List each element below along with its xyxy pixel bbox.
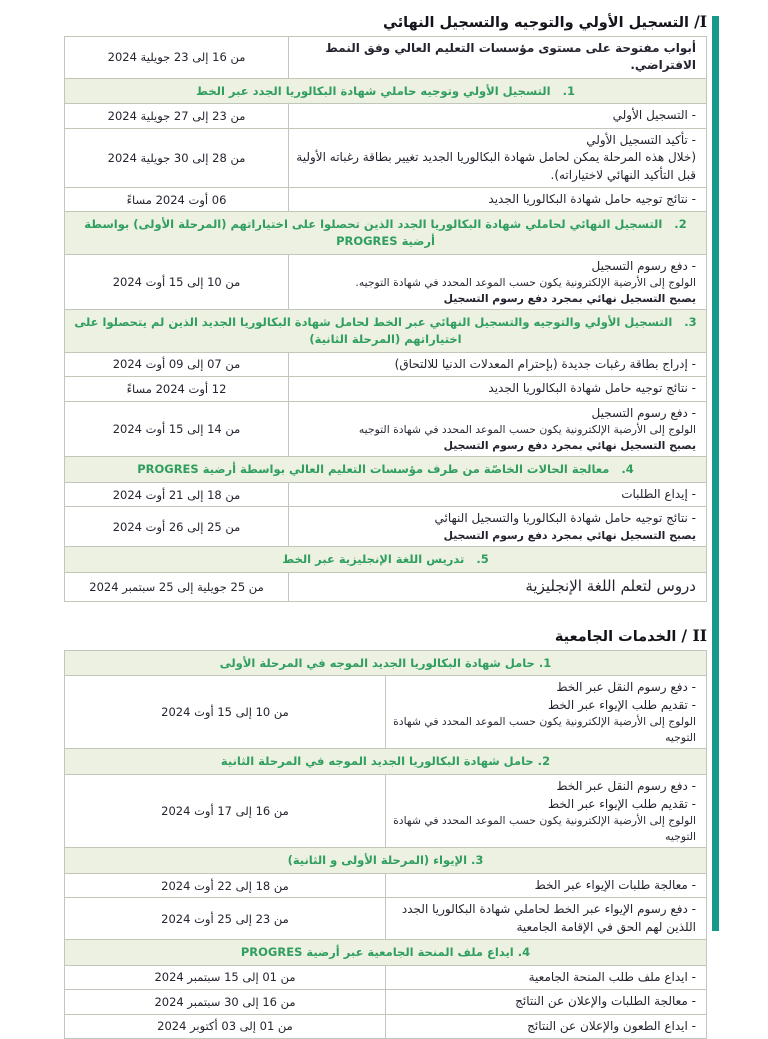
event-description-line: - تقديم طلب الإيواء عبر الخط [548, 697, 696, 712]
table-row [65, 457, 707, 483]
table-section-header: 3. التسجيل الأولي والتوجيه والتسجيل النهائي عبر الخط لحامل شهادة البكالوريا الجديد الذين لم يتحصلوا على اختياراتهم (المرحلة الثانية) [65, 310, 707, 352]
table-row [65, 37, 707, 79]
table-row [65, 940, 707, 966]
event-date: من 16 إلى 23 جويلية 2024 [65, 37, 289, 79]
event-date: من 23 إلى 27 جويلية 2024 [65, 104, 289, 128]
event-description-line: - ايداع الطعون والإعلان عن النتائج [527, 1018, 696, 1033]
event-date: 06 أوت 2024 مساءً [65, 188, 289, 212]
event-description [289, 188, 707, 212]
registration-schedule-table [64, 36, 707, 602]
event-description-line: - دفع رسوم النقل عبر الخط [556, 680, 696, 695]
event-description [289, 377, 707, 401]
table-section-header: 1. حامل شهادة البكالوريا الجديد الموجه في المرحلة الأولى [65, 650, 707, 676]
event-description-line: - تأكيد التسجيل الأولي [586, 132, 696, 147]
event-description-line: - نتائج توجيه حامل شهادة البكالوريا والتسجيل النهائي [434, 511, 696, 526]
section-university-services [64, 626, 707, 1039]
event-description-line: الولوج إلى الأرضية الإلكترونية يكون حسب الموعد المحدد في شهادة التوجيه [358, 422, 696, 436]
event-date: من 07 إلى 09 أوت 2024 [65, 352, 289, 376]
document-content [64, 12, 707, 1039]
event-description [386, 898, 707, 940]
event-date: من 01 إلى 03 أكتوبر 2024 [65, 1014, 386, 1038]
event-description [289, 254, 707, 310]
table-section-header: 4. ايداع ملف المنحة الجامعية عبر أرضية PROGRES [65, 940, 707, 966]
table-row [65, 775, 707, 848]
event-date: من 10 إلى 15 أوت 2024 [65, 254, 289, 310]
event-date: من 25 إلى 26 أوت 2024 [65, 507, 289, 547]
event-description [289, 401, 707, 457]
event-description-line: الولوج إلى الأرضية الإلكترونية يكون حسب الموعد المحدد في شهادة التوجيه. [355, 276, 696, 290]
event-description-line: يصبح التسجيل نهائي بمجرد دفع رسوم التسجيل [443, 528, 696, 542]
event-description-line: الولوج إلى الأرضية الإلكترونية يكون حسب الموعد المحدد في شهادة التوجيه [393, 715, 696, 744]
event-date: من 16 إلى 17 أوت 2024 [65, 775, 386, 848]
event-description [289, 37, 707, 79]
table-section-header: 5. تدريس اللغة الإنجليزية عبر الخط [65, 547, 707, 573]
event-date: من 25 جويلية إلى 25 سبتمبر 2024 [65, 572, 289, 601]
event-description [289, 128, 707, 187]
table-section-header: 1. التسجيل الأولي وتوجيه حاملي شهادة البكالوريا الجدد عبر الخط [65, 78, 707, 104]
section-registration [64, 12, 707, 602]
table-row [65, 547, 707, 573]
event-date: من 16 إلى 30 سبتمبر 2024 [65, 990, 386, 1014]
event-description-line: - نتائج توجيه حامل شهادة البكالوريا الجديد [488, 192, 696, 207]
event-description [386, 676, 707, 749]
event-description [386, 775, 707, 848]
services-schedule-table [64, 650, 707, 1039]
event-description [289, 104, 707, 128]
event-description-line: أبواب مفتوحة على مستوى مؤسسات التعليم العالي وفق النمط الافتراضي. [325, 41, 696, 73]
event-description [386, 1014, 707, 1038]
event-description-line: يصبح التسجيل نهائي بمجرد دفع رسوم التسجيل [443, 291, 696, 305]
event-date: من 10 إلى 15 أوت 2024 [65, 676, 386, 749]
section-2-title [64, 626, 707, 645]
accent-bar [712, 16, 719, 931]
table-section-header: 2. التسجيل النهائي لحاملي شهادة البكالوريا الجدد الذين تحصلوا على اختياراتهم (المرحلة الأولى) بواسطة أرضية PROGRES [65, 212, 707, 254]
event-description-line: - التسجيل الأولي [612, 108, 696, 123]
event-description-line: دروس لتعلم اللغة الإنجليزية [525, 576, 696, 595]
table-row [65, 676, 707, 749]
event-description-line: - دفع رسوم الإيواء عبر الخط لحاملي شهادة البكالوريا الجدد اللذين لهم الحق في الإقامة الجامعية [401, 902, 696, 934]
table-row [65, 401, 707, 457]
event-description-line: الولوج إلى الأرضية الإلكترونية يكون حسب الموعد المحدد في شهادة التوجيه [393, 813, 696, 843]
section-2-title-text: الخدمات الجامعية [554, 628, 677, 645]
section-1-title [64, 12, 707, 31]
table-row [65, 188, 707, 212]
event-description [289, 482, 707, 506]
table-row [65, 310, 707, 352]
event-description [386, 965, 707, 989]
table-row [65, 749, 707, 775]
table-row [65, 212, 707, 254]
event-description-line: - دفع رسوم التسجيل [591, 405, 696, 420]
table-row [65, 78, 707, 104]
event-date: من 23 إلى 25 أوت 2024 [65, 898, 386, 940]
table-row [65, 1014, 707, 1038]
event-description-line: - معالجة الطلبات والإعلان عن النتائج [515, 994, 696, 1009]
event-description-line: - نتائج توجيه حامل شهادة البكالوريا الجديد [488, 381, 696, 396]
event-description [289, 507, 707, 547]
table-row [65, 377, 707, 401]
event-description-line: يصبح التسجيل نهائي بمجرد دفع رسوم التسجيل [443, 438, 696, 452]
event-date: من 14 إلى 15 أوت 2024 [65, 401, 289, 457]
table-row [65, 482, 707, 506]
event-description-line: - إدراج بطاقة رغبات جديدة (بإحترام المعدلات الدنيا للالتحاق) [394, 356, 696, 371]
event-description-line: - ايداع ملف طلب المنحة الجامعية [528, 969, 696, 984]
table-row [65, 898, 707, 940]
event-description-line: - إيداع الطلبات [621, 486, 696, 501]
event-description-line: - معالجة طلبات الإيواء عبر الخط [534, 877, 696, 892]
table-row [65, 848, 707, 874]
event-date: من 18 إلى 22 أوت 2024 [65, 873, 386, 897]
event-description [386, 990, 707, 1014]
event-description [386, 873, 707, 897]
table-row [65, 572, 707, 601]
table-row [65, 104, 707, 128]
table-row [65, 352, 707, 376]
event-description-line: - دفع رسوم النقل عبر الخط [556, 779, 696, 794]
event-date: من 01 إلى 15 سبتمبر 2024 [65, 965, 386, 989]
table-section-header: 2. حامل شهادة البكالوريا الجديد الموجه في المرحلة الثانية [65, 749, 707, 775]
event-date: من 28 إلى 30 جويلية 2024 [65, 128, 289, 187]
event-date: من 18 إلى 21 أوت 2024 [65, 482, 289, 506]
table-row [65, 254, 707, 310]
table-row [65, 965, 707, 989]
event-description-line: (خلال هذه المرحلة يمكن لحامل شهادة البكالوريا الجديد تغيير بطاقة رغباته الأولية قبل التأكيد النهائي لاختياراته). [296, 150, 696, 182]
table-section-header: 3. الإيواء (المرحلة الأولى و الثانية) [65, 848, 707, 874]
section-1-number: I/ [694, 12, 707, 31]
table-section-header: 4. معالجة الحالات الخاصّة من طرف مؤسسات التعليم العالي بواسطة أرضية PROGRES [65, 457, 707, 483]
table-row [65, 990, 707, 1014]
table-row [65, 873, 707, 897]
event-description [289, 572, 707, 601]
section-2-number: II / [681, 625, 707, 645]
table-row [65, 650, 707, 676]
event-description-line: - دفع رسوم التسجيل [591, 258, 696, 273]
event-description [289, 352, 707, 376]
event-description-line: - تقديم طلب الإيواء عبر الخط [548, 796, 696, 811]
section-1-title-text: التسجيل الأولي والتوجيه والتسجيل النهائي [383, 15, 689, 31]
event-date: 12 أوت 2024 مساءً [65, 377, 289, 401]
table-row [65, 128, 707, 187]
table-row [65, 507, 707, 547]
